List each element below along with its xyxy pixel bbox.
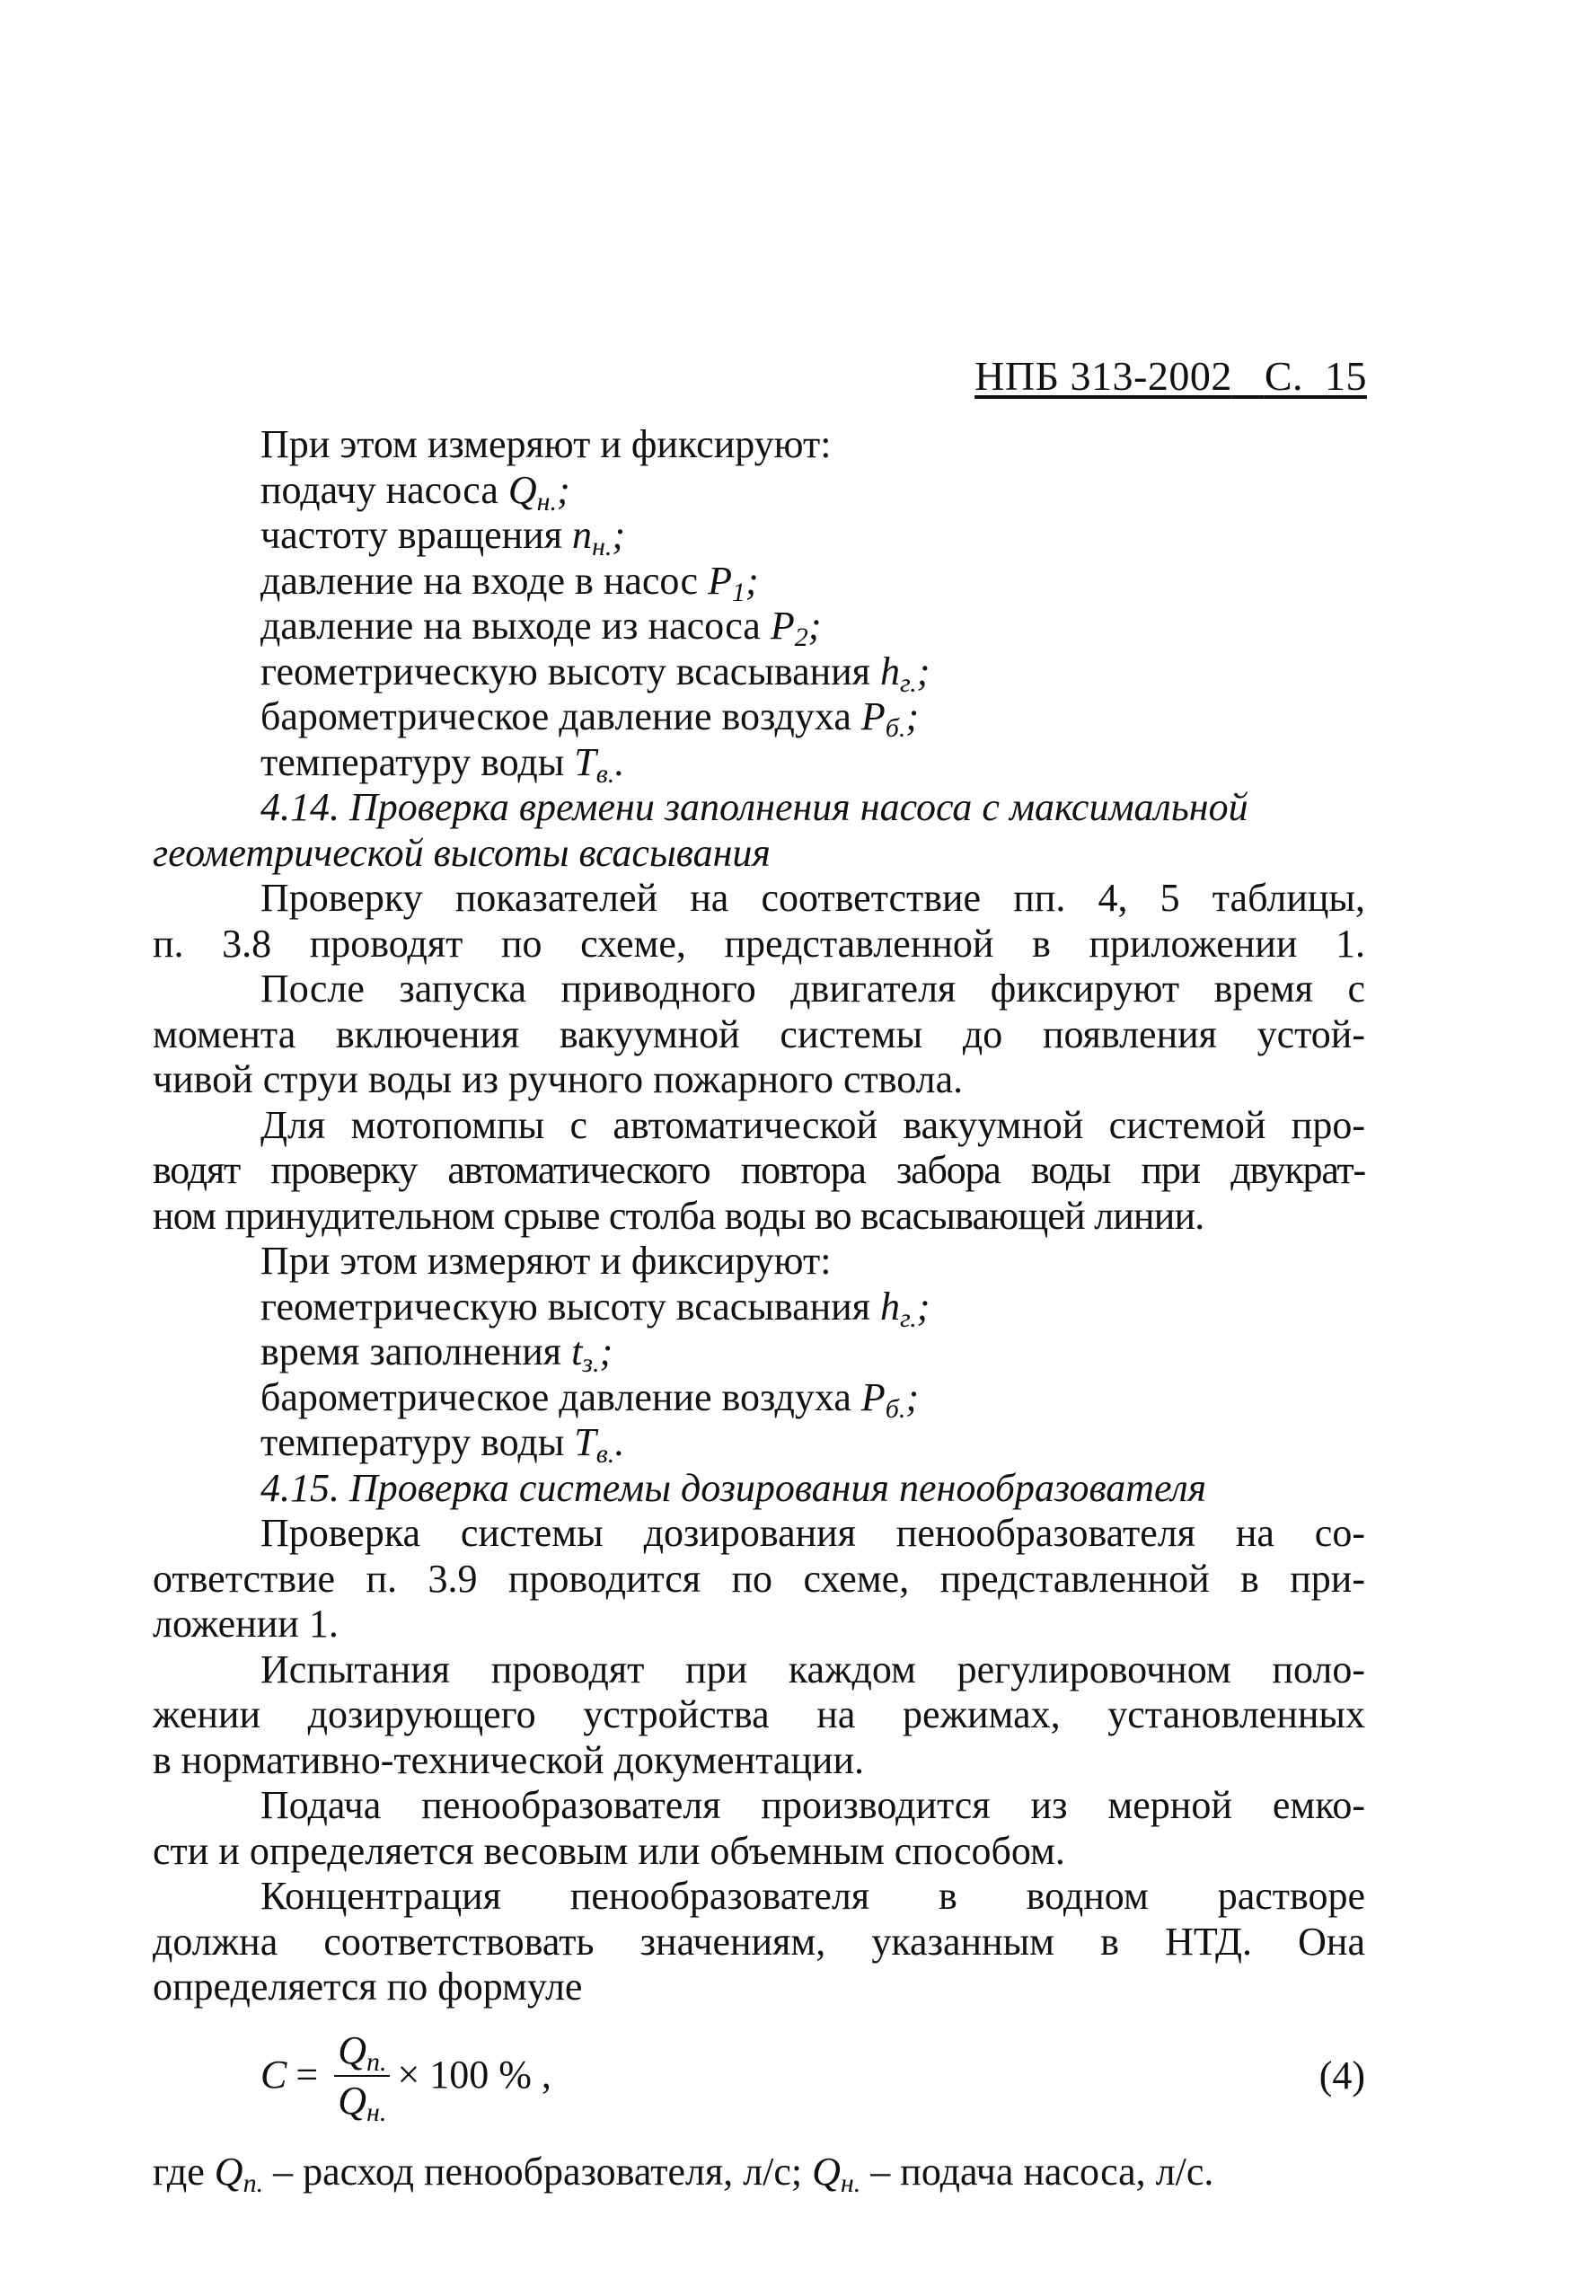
measure-item-sub: б. xyxy=(885,1393,906,1424)
measure-item-end: ; xyxy=(612,513,625,557)
measure-item-var: T xyxy=(574,739,596,784)
measure-item-var: P xyxy=(860,1374,886,1419)
measure-item-text: температуру воды xyxy=(260,739,575,784)
where-var-1: Q xyxy=(214,2149,243,2194)
section-4-15-heading: 4.15. Проверка системы дозирования пенообразователя xyxy=(260,1465,1207,1510)
measure-item xyxy=(153,694,1365,743)
measure-list xyxy=(153,467,1365,789)
measure-item xyxy=(153,467,1365,517)
page-header xyxy=(974,352,1367,400)
formula-fraction xyxy=(334,2027,390,2127)
measure-item-sub: в. xyxy=(595,1439,615,1469)
page-label: С. xyxy=(1264,353,1303,399)
paragraph-line: Для мотопомпы с автоматической вакуумной системой про- xyxy=(260,1102,1365,1147)
paragraph-line: жении дозирующего устройства на режимах, установленных xyxy=(153,1692,1365,1736)
formula-equals: = xyxy=(295,2053,319,2097)
paragraph-line: После запуска приводного двигателя фиксируют время с xyxy=(260,967,1365,1011)
measure-item-var: T xyxy=(574,1420,596,1464)
measure-item xyxy=(153,649,1365,698)
measure-item-sub: н. xyxy=(591,532,613,561)
measure-item-sub: в. xyxy=(595,758,615,789)
where-desc-2: – подача насоса, л/с. xyxy=(860,2149,1214,2194)
measure-item-sub: 1 xyxy=(731,577,745,607)
measure-item-end: ; xyxy=(557,467,570,512)
where-desc-1: – расход пенообразователя, л/с; xyxy=(263,2149,813,2194)
measure-item-end: . xyxy=(614,739,625,784)
measure-item-end: ; xyxy=(905,1374,920,1419)
equation-number: (4) xyxy=(1318,2053,1365,2097)
formula xyxy=(260,2027,551,2127)
fraction-denominator xyxy=(338,2077,387,2127)
measure-item-end: ; xyxy=(807,604,822,648)
paragraph-line: момента включения вакуумной системы до появления устой- xyxy=(153,1011,1365,1056)
where-var-2: Q xyxy=(812,2149,841,2194)
formula-rest: × 100 % , xyxy=(397,2053,551,2097)
measure-item-var: P xyxy=(860,694,886,738)
where-prefix: где xyxy=(153,2149,215,2194)
measure-intro: При этом измеряют и фиксируют: xyxy=(260,422,832,466)
denominator-var: Q xyxy=(338,2078,367,2123)
measure-item-var: t xyxy=(571,1329,583,1373)
measure-item-text: частоту вращения xyxy=(260,513,572,557)
measure-item-text: барометрическое давление воздуха xyxy=(260,1374,861,1419)
measure-item xyxy=(153,604,1365,652)
measure-list xyxy=(153,1284,1365,1469)
body-text xyxy=(153,422,1365,2198)
paragraph-line: водят проверку автоматического повтора забора воды при двукрат- xyxy=(153,1148,1365,1192)
paragraph-line: Испытания проводят при каждом регулировочном поло- xyxy=(260,1647,1365,1691)
denominator-sub: н. xyxy=(366,2097,387,2127)
doc-code: НПБ 313-2002 xyxy=(974,353,1232,399)
formula-block xyxy=(153,2019,1365,2150)
paragraph-line: Проверку показателей на соответствие пп. 4, 5 таблицы, xyxy=(260,876,1365,920)
fraction-numerator xyxy=(334,2028,390,2077)
measure-item xyxy=(153,1374,1365,1424)
measure-item-text: геометрическую высоту всасывания xyxy=(260,1284,880,1329)
measure-item-var: Q xyxy=(507,467,537,512)
measure-item-text: давление на выходе из насоса xyxy=(260,604,771,648)
paragraph-line: Подача пенообразователя производится из мерной емко- xyxy=(260,1783,1365,1827)
section-4-14-heading-l1: 4.14. Проверка времени заполнения насоса с максимальной xyxy=(260,785,1248,829)
measure-item-text: барометрическое давление воздуха xyxy=(260,694,861,738)
measure-item-var: P xyxy=(708,558,732,603)
paragraph-line: Проверка системы дозирования пенообразователя на со- xyxy=(260,1511,1365,1555)
where-var-1-sub: п. xyxy=(242,2168,264,2198)
paragraph-line: в нормативно-технической документации. xyxy=(153,1737,864,1782)
measure-item-sub: 2 xyxy=(794,623,808,652)
measure-item xyxy=(153,1284,1365,1333)
paragraph-line: Концентрация пенообразователя в водном растворе xyxy=(260,1874,1365,1918)
measure-item-end: ; xyxy=(599,1329,613,1373)
measure-item-text: давление на входе в насос xyxy=(260,558,709,603)
paragraph-line: ответствие п. 3.9 проводится по схеме, представленной в при- xyxy=(153,1556,1365,1601)
measure-item-text: время заполнения xyxy=(260,1329,572,1373)
measure-item-text: температуру воды xyxy=(260,1420,575,1464)
paragraph-line: ложении 1. xyxy=(153,1602,339,1646)
measure-item-sub: б. xyxy=(885,713,906,743)
formula-lhs: C xyxy=(260,2053,287,2097)
measure-item-sub: г. xyxy=(899,667,917,698)
measure-item xyxy=(153,513,1365,559)
paragraph-line: чивой струи воды из ручного пожарного ствола. xyxy=(153,1057,964,1101)
measure-intro: При этом измеряют и фиксируют: xyxy=(260,1239,832,1283)
where-var-2-sub: н. xyxy=(840,2168,861,2198)
measure-item xyxy=(153,739,1365,789)
measure-item xyxy=(153,1329,1365,1378)
measure-item-sub: г. xyxy=(899,1303,917,1333)
measure-item xyxy=(153,1420,1365,1469)
measure-item-end: ; xyxy=(916,1284,930,1329)
measure-item-var: h xyxy=(879,649,900,693)
measure-item-end: ; xyxy=(905,694,920,738)
measure-item xyxy=(153,559,1365,605)
measure-item-var: P xyxy=(770,604,795,648)
measure-item-end: . xyxy=(614,1420,625,1464)
measure-item-var: h xyxy=(879,1284,900,1329)
paragraph-line: определяется по формуле xyxy=(153,1965,583,2009)
page-number: 15 xyxy=(1325,353,1367,399)
where-line xyxy=(153,2149,1365,2198)
measure-item-var: n xyxy=(571,513,592,557)
measure-item-text: подачу насоса xyxy=(260,467,508,512)
section-4-14-heading-l2: геометрической высоты всасывания xyxy=(153,830,771,875)
paragraph-line: сти и определяется весовым или объемным способом. xyxy=(153,1828,1065,1873)
numerator-var: Q xyxy=(338,2027,366,2072)
measure-item-end: ; xyxy=(916,649,930,693)
numerator-sub: п. xyxy=(366,2046,387,2077)
paragraph-line: должна соответствовать значениям, указанным в НТД. Она xyxy=(153,1919,1365,1964)
paragraph-line: ном принудительном срыве столба воды во всасывающей линии. xyxy=(153,1193,1204,1238)
measure-item-sub: з. xyxy=(582,1348,600,1378)
measure-item-sub: н. xyxy=(536,486,558,517)
measure-item-end: ; xyxy=(745,558,759,603)
paragraph-line: п. 3.8 проводят по схеме, представленной в приложении 1. xyxy=(153,921,1365,966)
measure-item-text: геометрическую высоту всасывания xyxy=(260,649,880,693)
